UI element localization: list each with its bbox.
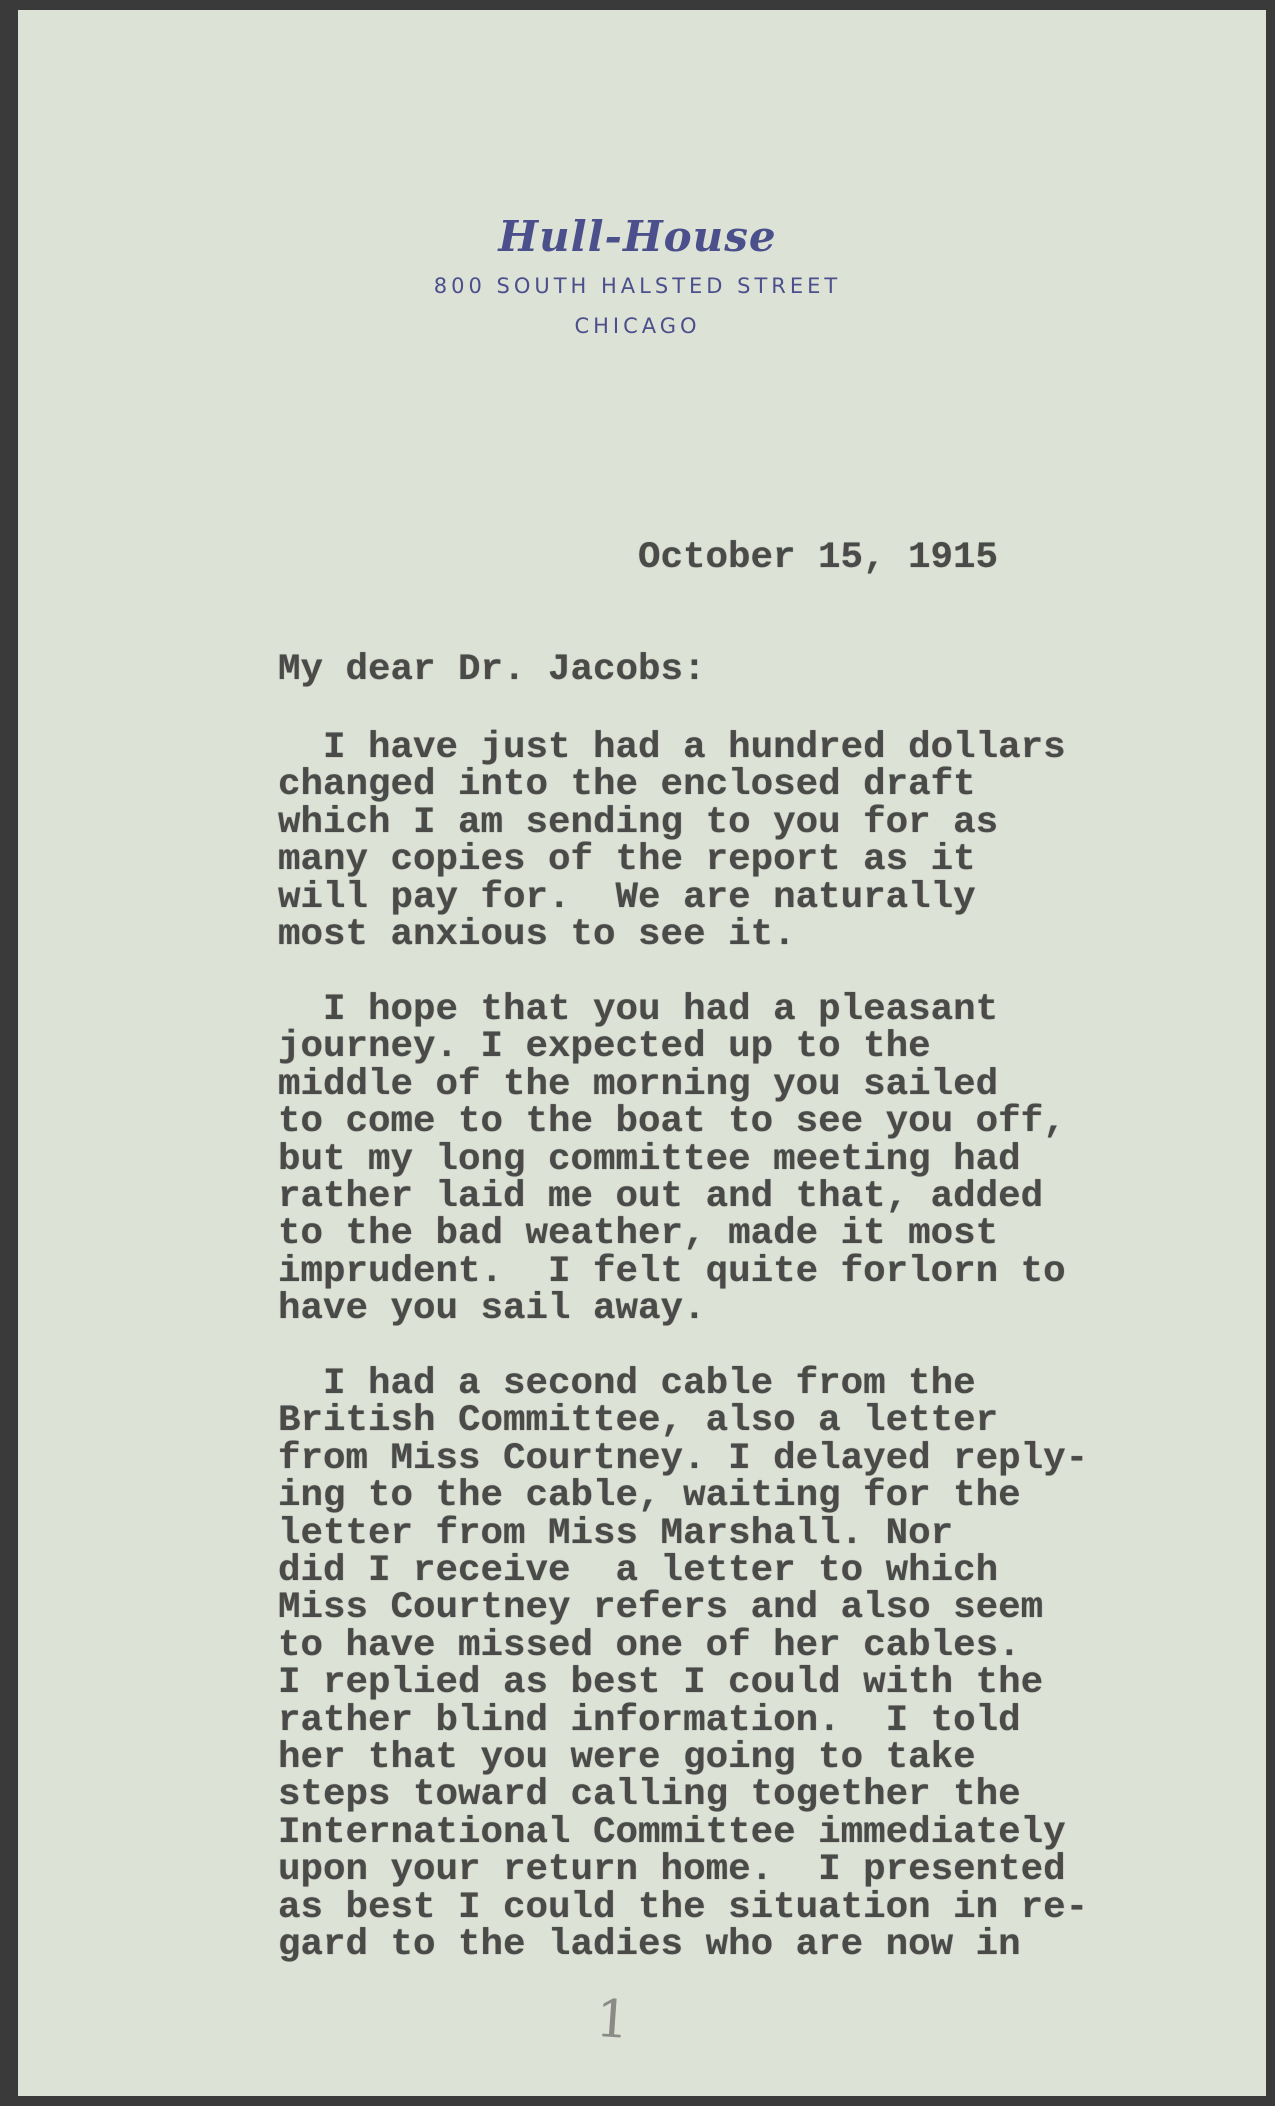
text-line: did I receive a letter to which bbox=[278, 1550, 999, 1593]
text-line: have you sail away. bbox=[278, 1288, 706, 1331]
text-line: I replied as best I could with the bbox=[278, 1662, 1044, 1705]
text-line: imprudent. I felt quite forlorn to bbox=[278, 1250, 1066, 1293]
text-line: most anxious to see it. bbox=[278, 914, 796, 957]
page-number: 1 bbox=[593, 1988, 632, 2052]
text-line: changed into the enclosed draft bbox=[278, 764, 976, 807]
text-line: which I am sending to you for as bbox=[278, 801, 999, 844]
text-line: I had a second cable from the bbox=[278, 1363, 976, 1405]
text-line: many copies of the report as it bbox=[278, 839, 976, 882]
letter-date: October 15, 1915 bbox=[638, 537, 999, 579]
text-line: I hope that you had a pleasant bbox=[278, 989, 999, 1031]
text-line: journey. I expected up to the bbox=[278, 1026, 931, 1069]
text-line: from Miss Courtney. I delayed reply- bbox=[278, 1437, 1089, 1480]
text-line: Miss Courtney refers and also seem bbox=[278, 1587, 1044, 1630]
text-line: I have just had a hundred dollars bbox=[278, 727, 1066, 769]
paragraph-3 bbox=[278, 1363, 1089, 1967]
letterhead-address: 800 SOUTH HALSTED STREET bbox=[433, 274, 842, 298]
letterhead-city: CHICAGO bbox=[574, 314, 701, 338]
text-line: to the bad weather, made it most bbox=[278, 1213, 999, 1256]
paragraph-2 bbox=[278, 989, 1066, 1331]
salutation: My dear Dr. Jacobs: bbox=[278, 649, 706, 691]
text-line: ing to the cable, waiting for the bbox=[278, 1475, 1021, 1518]
text-line: as best I could the situation in re- bbox=[278, 1886, 1089, 1929]
letterhead-name: Hull-House bbox=[498, 212, 777, 261]
text-line: gard to the ladies who are now in bbox=[278, 1924, 1021, 1967]
text-line: letter from Miss Marshall. Nor bbox=[278, 1512, 954, 1555]
text-line: to come to the boat to see you off, bbox=[278, 1101, 1066, 1144]
text-line: International Committee immediately bbox=[278, 1811, 1066, 1854]
text-line: will pay for. We are naturally bbox=[278, 876, 976, 919]
text-line: upon your return home. I presented bbox=[278, 1849, 1066, 1892]
text-line: steps toward calling together the bbox=[278, 1774, 1021, 1817]
paragraph-1 bbox=[278, 727, 1066, 957]
text-line: to have missed one of her cables. bbox=[278, 1624, 1021, 1667]
text-line: but my long committee meeting had bbox=[278, 1138, 1021, 1181]
text-line: middle of the morning you sailed bbox=[278, 1063, 999, 1106]
text-line: British Committee, also a letter bbox=[278, 1400, 999, 1443]
text-line: rather blind information. I told bbox=[278, 1699, 1021, 1742]
text-line: rather laid me out and that, added bbox=[278, 1176, 1044, 1219]
text-line: her that you were going to take bbox=[278, 1737, 976, 1780]
